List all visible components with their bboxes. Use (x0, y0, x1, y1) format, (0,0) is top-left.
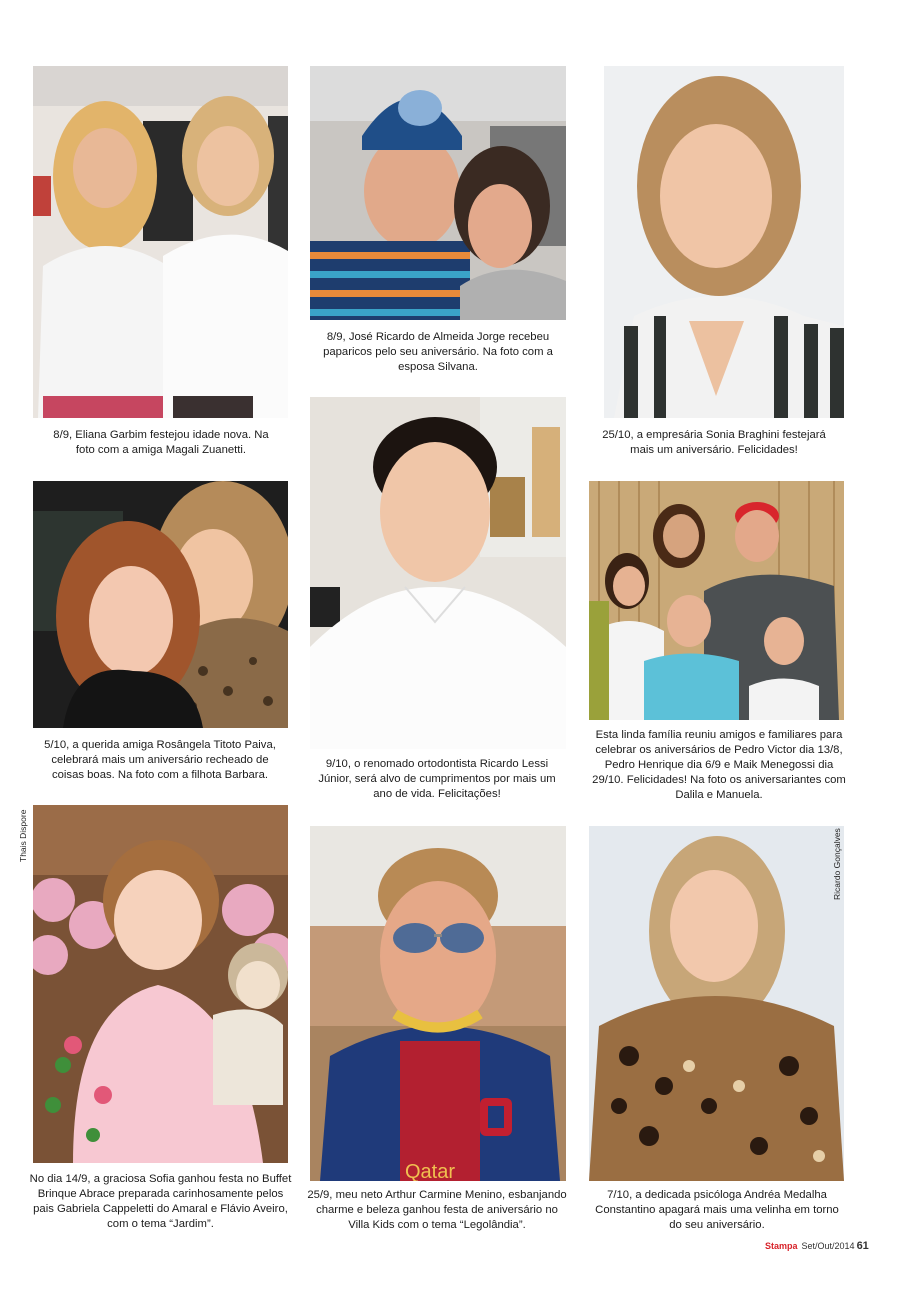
page-number: 61 (856, 1240, 869, 1252)
photo-sonia-braghini (604, 66, 844, 418)
caption-family-aniversariantes: Esta linda família reuniu amigos e familiares para celebrar os aniversários de Pedro Victor dia 13/8, Pedro Henrique dia 6/9 e Maik Menegossi dia 29/10. Felicidades! Na foto os aniversariantes com Dalila e Manuela. (592, 729, 846, 801)
photo-jose-ricardo-silvana (310, 66, 566, 320)
issue-date: Set/Out/2014 (801, 1241, 855, 1251)
photo-credit-right: Ricardo Gonçalves (832, 828, 842, 900)
caption-jose-ricardo-silvana: 8/9, José Ricardo de Almeida Jorge recebeu paparicos pelo seu aniversário. Na foto com a esposa Silvana. (323, 331, 553, 373)
photo-credit-left: Thais Dispore (18, 809, 28, 862)
photo-ricardo-lessi (310, 397, 566, 749)
caption-andrea-medalha: 7/10, a dedicada psicóloga Andréa Medalha Constantino apagará mais uma velinha em torno do seu aniversário. (595, 1189, 839, 1231)
caption-ricardo-lessi: 9/10, o renomado ortodontista Ricardo Lessi Júnior, será alvo de cumprimentos por mais um ano de vida. Felicitações! (318, 758, 556, 800)
photo-rosangela-barbara (33, 481, 288, 728)
photo-sofia (33, 805, 288, 1163)
caption-eliana-magali: 8/9, Eliana Garbim festejou idade nova. Na foto com a amiga Magali Zuanetti. (53, 429, 269, 456)
caption-sofia: No dia 14/9, a graciosa Sofia ganhou festa no Buffet Brinque Abrace preparada carinhosamente pelos pais Gabriela Cappeletti do Amaral e Flávio Aveiro, com o tema “Jardim”. (29, 1173, 292, 1230)
caption-sonia-braghini: 25/10, a empresária Sonia Braghini festejará mais um aniversário. Felicidades! (602, 429, 826, 456)
photo-andrea-medalha (589, 826, 844, 1181)
caption-arthur: 25/9, meu neto Arthur Carmine Menino, esbanjando charme e beleza ganhou festa de aniversário no Villa Kids com o tema “Legolândia”. (307, 1189, 567, 1231)
photo-family-aniversariantes (589, 481, 844, 720)
photo-arthur (310, 826, 566, 1181)
magazine-brand: Stampa (765, 1241, 798, 1251)
jersey-text: Qatar (405, 1161, 456, 1181)
caption-rosangela-barbara: 5/10, a querida amiga Rosângela Titoto Paiva, celebrará mais um aniversário recheado de coisas boas. Na foto com a filhota Barbara. (44, 739, 276, 781)
page-footer (765, 1240, 869, 1252)
photo-eliana-magali (33, 66, 288, 418)
